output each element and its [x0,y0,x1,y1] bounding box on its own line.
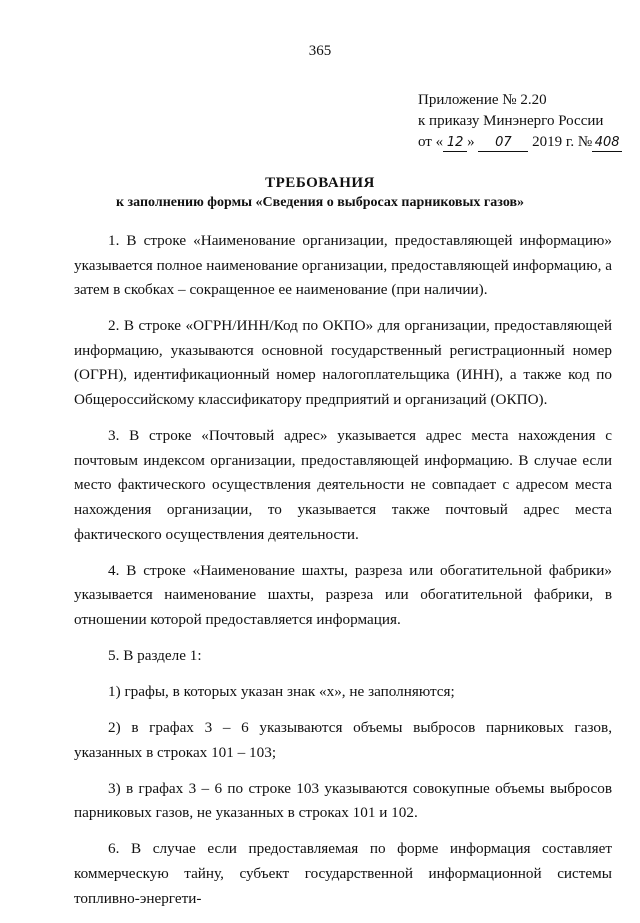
date-month-handwritten: 07 [478,135,528,152]
paragraph-5: 5. В разделе 1: [108,646,202,664]
paragraph-1: 1. В строке «Наименование организации, предоставляющей информацию» указывается полное наименование организации, предоставляющей информацию, а затем в скобках – сокращенное ее наименование (при наличии). [74,232,612,299]
paragraph-2: 2. В строке «ОГРН/ИНН/Код по ОКПО» для организации, предоставляющей информацию, указываются основной государственный регистрационный номер (ОГРН), идентификационный номер налогоплательщика (ИНН), а также код по Общероссийскому классификатору предприятий и организаций (ОКПО). [74,317,612,409]
appendix-line-3 [418,132,618,153]
paragraph-5-item-2: 2) в графах 3 – 6 указываются объемы выбросов парниковых газов, указанных в строках 101 – 103; [74,719,612,761]
page-number: 365 [308,43,332,59]
date-year: 2019 г. № [532,134,593,150]
paragraph-5-item-3: 3) в графах 3 – 6 по строке 103 указываются совокупные объемы выбросов парниковых газов, не указанных в строках 101 и 102. [74,779,612,822]
appendix-line-1: Приложение № 2.20 [418,92,547,108]
paragraph-3: 3. В строке «Почтовый адрес» указывается адрес места нахождения с почтовым индексом организации, предоставляющей информацию. В случае если место фактического осуществления деятельности не совпадает с адресом места нахождения организации, то указывается также почтовый адрес места фактического осуществления деятельности. [74,427,612,543]
date-mid: » [467,134,475,150]
body-text [74,229,612,923]
order-number-handwritten: 408 [592,135,622,152]
heading-title: ТРЕБОВАНИЯ [265,175,375,191]
appendix-line-2: к приказу Минэнерго России [418,113,604,129]
paragraph-5-item-1: 1) графы, в которых указан знак «х», не заполняются; [108,683,455,700]
date-prefix: от « [418,134,444,150]
heading-subtitle: к заполнению формы «Сведения о выбросах парниковых газов» [115,195,525,210]
paragraph-6: 6. В случае если предоставляемая по форме информация составляет коммерческую тайну, субъект государственной информационной системы топливно-энергети- [74,840,612,907]
date-day-handwritten: 12 [443,135,467,152]
document-heading [0,173,640,213]
paragraph-4: 4. В строке «Наименование шахты, разреза или обогатительной фабрики» указывается наименование шахты, разреза или обогатительной фабрики, в отношении которой предоставляется информация. [74,561,612,628]
appendix-block [418,90,618,153]
